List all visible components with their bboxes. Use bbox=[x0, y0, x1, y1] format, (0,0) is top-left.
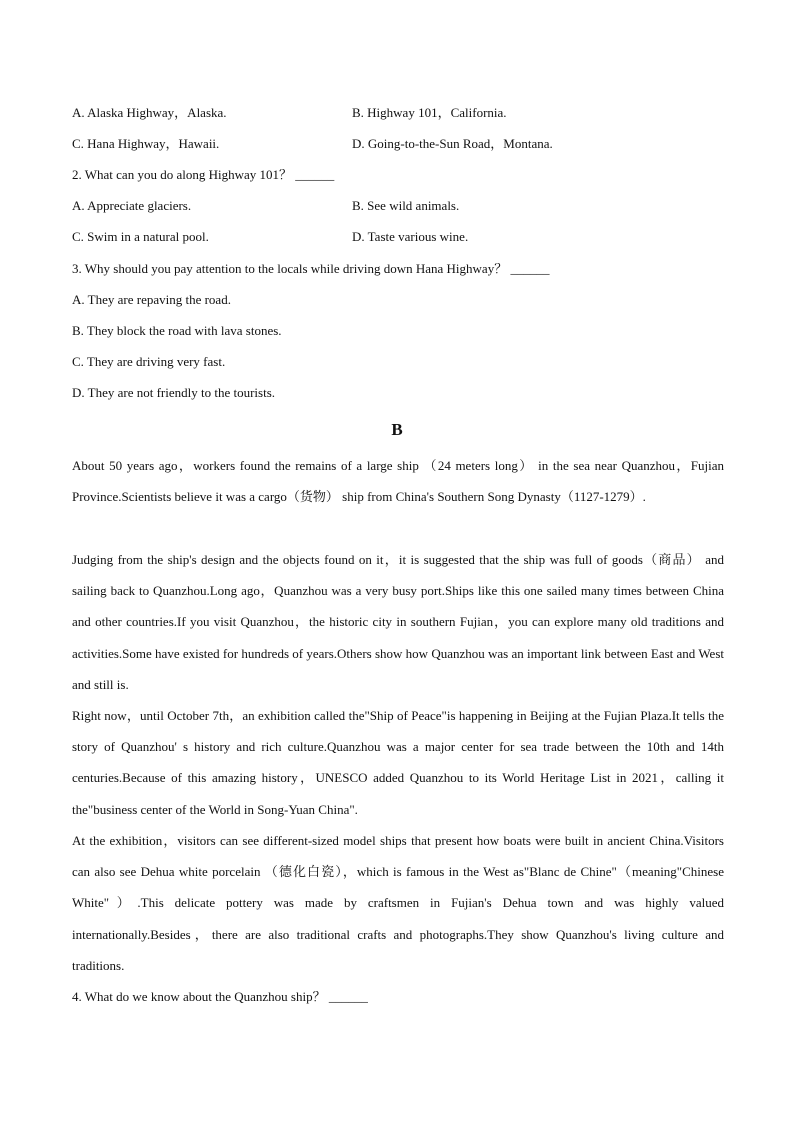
q2-option-a[interactable]: A. Appreciate glaciers. bbox=[72, 198, 192, 213]
q3-option-c[interactable]: C. They are driving very fast. bbox=[72, 354, 226, 369]
q2-option-d[interactable]: D. Taste various wine. bbox=[352, 229, 469, 244]
passage-paragraph-4: At the exhibition，visitors can see different-sized model ships that present how boats were built in ancient China.Visitors can also see Dehua white porcelain （德化白瓷），which is famous in the West as"Blanc de Chine"（meaning"Chinese White"）.This delicate pottery was made by craftsmen in Fujian's Dehua town and was highly valued internationally.Besides，there are also traditional crafts and photographs.They show Quanzhou's living culture and traditions. bbox=[72, 833, 724, 973]
q1-option-b[interactable]: B. Highway 101，California. bbox=[352, 105, 507, 120]
passage-paragraph-3: Right now，until October 7th，an exhibition called the"Ship of Peace"is happening in Beijing at the Fujian Plaza.It tells the story of Quanzhou' s history and rich culture.Quanzhou was a major center for sea trade between the 10th and 14th centuries.Because of this amazing history，UNESCO added Quanzhou to its World Heritage List in 2021，calling it the"business center of the World in Song-Yuan China". bbox=[72, 708, 724, 817]
passage-paragraph-1: About 50 years ago，workers found the remains of a large ship （24 meters long） in the sea near Quanzhou，Fujian Province.Scientists believe it was a cargo（货物） ship from China's Southern Song Dynasty（1127-1279）. bbox=[72, 458, 724, 505]
q1-option-c[interactable]: C. Hana Highway，Hawaii. bbox=[72, 136, 220, 151]
passage-paragraph-2: Judging from the ship's design and the objects found on it，it is suggested that the ship was full of goods（商品） and sailing back to Quanzhou.Long ago，Quanzhou was a very busy port.Ships like this one sailed many times between China and other countries.If you visit Quanzhou，the historic city in southern Fujian，you can explore many old traditions and activities.Some have existed for hundreds of years.Others show how Quanzhou was an important link between East and West and still is. bbox=[72, 552, 724, 692]
q3-option-d[interactable]: D. They are not friendly to the tourists. bbox=[72, 385, 276, 400]
q3-question: 3. Why should you pay attention to the locals while driving down Hana Highway？ ______ bbox=[72, 261, 550, 276]
q3-option-b[interactable]: B. They block the road with lava stones. bbox=[72, 323, 282, 338]
q2-question: 2. What can you do along Highway 101？ ______ bbox=[72, 167, 335, 182]
q3-option-a[interactable]: A. They are repaving the road. bbox=[72, 292, 231, 307]
q4-question: 4. What do we know about the Quanzhou ship？ ______ bbox=[72, 989, 368, 1004]
q2-option-b[interactable]: B. See wild animals. bbox=[352, 198, 460, 213]
q1-option-d[interactable]: D. Going-to-the-Sun Road，Montana. bbox=[352, 136, 553, 151]
q2-option-c[interactable]: C. Swim in a natural pool. bbox=[72, 229, 209, 244]
section-title: B bbox=[391, 420, 403, 439]
q1-option-a[interactable]: A. Alaska Highway，Alaska. bbox=[72, 105, 227, 120]
